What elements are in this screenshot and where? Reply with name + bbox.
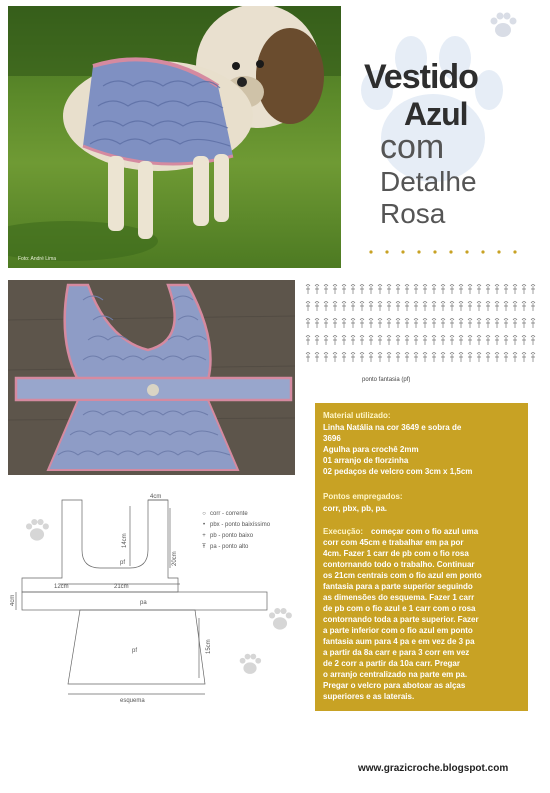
- stitch-glyph: [324, 302, 328, 312]
- pontos-text: corr, pbx, pb, pa.: [323, 504, 388, 513]
- page-title: [352, 58, 542, 248]
- stitch-glyph: [432, 319, 436, 329]
- execucao-line: a parte inferior com o fio azul em ponto: [323, 626, 473, 635]
- stitch-glyph: [441, 319, 445, 329]
- website-url: www.grazicroche.blogspot.com: [358, 763, 509, 774]
- material-item: Agulha para crochê 2mm: [323, 445, 419, 454]
- stitch-glyph: [387, 336, 391, 346]
- execucao-line: contornando todo o trabalho. Continuar: [323, 560, 475, 569]
- stitch-glyph: [459, 353, 463, 363]
- stitch-glyph: [378, 336, 382, 346]
- stitch-glyph: [522, 319, 526, 329]
- title-line: Detalhe: [380, 166, 477, 197]
- stitch-glyph: [531, 336, 535, 346]
- title-line: Rosa: [380, 198, 446, 229]
- stitch-legend: [198, 508, 318, 552]
- stitch-glyph: [396, 285, 400, 295]
- stitch-glyph: [432, 302, 436, 312]
- stitch-glyph: [405, 353, 409, 363]
- stitch-glyph: [477, 336, 481, 346]
- stitch-glyph: [378, 319, 382, 329]
- material-item: Linha Natália na cor 3649 e sobra de: [323, 423, 462, 432]
- stitch-glyph: [531, 319, 535, 329]
- stitch-glyph: [333, 285, 337, 295]
- region-label: pa: [140, 600, 147, 606]
- stitch-glyph: [468, 353, 472, 363]
- dimension-label: 4cm: [10, 594, 16, 606]
- stitch-glyph: [459, 285, 463, 295]
- stitch-glyph: [477, 285, 481, 295]
- legend-text: pbx - ponto baixíssimo: [210, 521, 271, 528]
- stitch-glyph: [513, 319, 517, 329]
- stitch-glyph: [351, 353, 355, 363]
- execucao-line: fantasia aum para 4 pa e em vez de 3 pa: [323, 637, 475, 646]
- stitch-glyph: [504, 285, 508, 295]
- stitch-glyph: [432, 285, 436, 295]
- stitch-glyph: [486, 353, 490, 363]
- stitch-glyph: [351, 285, 355, 295]
- material-item: 3696: [323, 434, 341, 443]
- dimension-label: 15cm: [206, 639, 212, 654]
- dimension-label: 4cm: [150, 494, 162, 500]
- stitch-glyph: [405, 319, 409, 329]
- legend-symbol: ○: [202, 510, 206, 517]
- stitch-glyph: [333, 353, 337, 363]
- stitch-glyph: [441, 336, 445, 346]
- stitch-glyph: [450, 336, 454, 346]
- stitch-glyph: [468, 285, 472, 295]
- execucao-line: as dimensões do esquema. Fazer 1 carr: [323, 593, 475, 602]
- stitch-glyph: [423, 319, 427, 329]
- stitch-glyph: [468, 302, 472, 312]
- stitch-glyph: [414, 302, 418, 312]
- dress-photo: [8, 280, 295, 475]
- stitch-glyph: [477, 302, 481, 312]
- stitch-glyph: [387, 353, 391, 363]
- legend-text: corr - corrente: [210, 510, 248, 517]
- stitch-glyph: [315, 302, 319, 312]
- dimension-label: 21cm: [114, 584, 129, 590]
- stitch-glyph: [486, 336, 490, 346]
- execucao-line: corr com 45cm e trabalhar em pa por: [323, 538, 464, 547]
- stitch-glyph: [360, 353, 364, 363]
- stitch-glyph: [405, 302, 409, 312]
- stitch-glyph: [342, 285, 346, 295]
- stitch-glyph: [459, 319, 463, 329]
- stitch-glyph: [450, 319, 454, 329]
- stitch-glyph: [513, 353, 517, 363]
- stitch-glyph: [342, 336, 346, 346]
- stitch-glyph: [414, 336, 418, 346]
- stitch-glyph: [504, 302, 508, 312]
- legend-symbol: •: [202, 521, 206, 528]
- stitch-glyph: [522, 302, 526, 312]
- execucao-title: Execução:: [323, 527, 364, 536]
- stitch-glyph: [486, 302, 490, 312]
- stitch-glyph: [495, 336, 499, 346]
- stitch-glyph: [450, 302, 454, 312]
- stitch-glyph: [441, 302, 445, 312]
- material-item: 01 arranjo de florzinha: [323, 456, 409, 465]
- stitch-glyph: [315, 285, 319, 295]
- schematic-caption: esquema: [120, 698, 145, 704]
- execucao-line: superiores e as laterais.: [323, 692, 415, 701]
- dimension-label: 14cm: [122, 533, 128, 548]
- legend-text: pa - ponto alto: [210, 543, 249, 550]
- stitch-glyph: [477, 319, 481, 329]
- stitch-glyph: [414, 353, 418, 363]
- pontos-title: Pontos empregados:: [323, 492, 403, 501]
- stitch-glyph: [306, 353, 310, 363]
- stitch-glyph: [342, 319, 346, 329]
- title-line: com: [380, 128, 445, 166]
- dress-illustration: [8, 280, 295, 475]
- stitch-glyph: [333, 336, 337, 346]
- stitch-glyph: [441, 285, 445, 295]
- stitch-glyph: [423, 336, 427, 346]
- stitch-glyph: [324, 319, 328, 329]
- stitch-glyph: [351, 302, 355, 312]
- stitch-glyph: [414, 319, 418, 329]
- stitch-glyph: [369, 302, 373, 312]
- stitch-glyph: [405, 336, 409, 346]
- legend-text: pb - ponto baixo: [210, 532, 254, 539]
- stitch-glyph: [504, 336, 508, 346]
- stitch-glyph: [387, 319, 391, 329]
- execucao-line: o arranjo centralizado na parte em pa.: [323, 670, 468, 679]
- stitch-glyph: [378, 302, 382, 312]
- execucao-line: os 21cm centrais com o fio azul em ponto: [323, 571, 482, 580]
- stitch-glyph: [522, 285, 526, 295]
- stitch-glyph: [477, 353, 481, 363]
- stitch-glyph: [522, 336, 526, 346]
- stitch-glyph: [306, 285, 310, 295]
- stitch-glyph: [333, 302, 337, 312]
- stitch-glyph: [531, 353, 535, 363]
- stitch-glyph: [360, 285, 364, 295]
- stitch-glyph: [360, 319, 364, 329]
- stitch-glyph: [468, 336, 472, 346]
- stitch-glyph: [324, 285, 328, 295]
- stitch-chart: [300, 278, 540, 368]
- material-item: 02 pedaços de velcro com 3cm x 1,5cm: [323, 467, 473, 476]
- dog-illustration: [8, 6, 341, 268]
- stitch-glyph: [306, 302, 310, 312]
- stitch-glyph: [315, 319, 319, 329]
- region-label: pf: [120, 560, 126, 566]
- legend-item: [198, 508, 318, 519]
- stitch-glyph: [396, 302, 400, 312]
- stitch-glyph: [495, 285, 499, 295]
- stitch-glyph: [414, 285, 418, 295]
- stitch-glyph: [423, 353, 427, 363]
- stitch-glyph: [450, 285, 454, 295]
- stitch-glyph: [459, 302, 463, 312]
- stitch-glyph: [441, 353, 445, 363]
- stitch-glyph: [378, 285, 382, 295]
- dimension-label: 20cm: [172, 551, 178, 566]
- stitch-glyph: [315, 336, 319, 346]
- legend-symbol: +: [202, 532, 206, 539]
- stitch-glyph: [387, 285, 391, 295]
- stitch-glyph: [378, 353, 382, 363]
- execucao-line: de 2 corr a partir da 10a carr. Pregar: [323, 659, 460, 668]
- stitch-glyph: [423, 302, 427, 312]
- execucao-line: a partir da 8a carr e para 3 corr em vez: [323, 648, 470, 657]
- execucao-line: contornando toda a parte superior. Fazer: [323, 615, 479, 624]
- stitch-glyph: [315, 353, 319, 363]
- stitch-glyph: [432, 336, 436, 346]
- stitch-glyph: [342, 353, 346, 363]
- stitch-glyph: [369, 285, 373, 295]
- stitch-glyph: [333, 319, 337, 329]
- decorative-dots: [368, 249, 528, 255]
- execucao-line: Pregar o velcro para abotoar as alças: [323, 681, 466, 690]
- execucao-line: começar com o fio azul uma: [371, 527, 479, 536]
- stitch-glyph: [324, 353, 328, 363]
- material-title: Material utilizado:: [323, 411, 391, 420]
- stitch-glyph: [306, 319, 310, 329]
- stitch-glyph: [369, 353, 373, 363]
- stitch-glyph: [513, 302, 517, 312]
- stitch-glyph: [351, 319, 355, 329]
- stitch-glyph: [405, 285, 409, 295]
- stitch-glyph: [360, 336, 364, 346]
- stitch-glyph: [423, 285, 427, 295]
- stitch-chart-caption: ponto fantasia (pf): [362, 377, 411, 383]
- stitch-glyph: [306, 336, 310, 346]
- region-label: pf: [132, 648, 138, 654]
- instructions-box: [315, 403, 528, 711]
- stitch-glyph: [360, 302, 364, 312]
- stitch-glyph: [468, 319, 472, 329]
- stitch-glyph: [369, 319, 373, 329]
- execucao-line: de pb com o fio azul e 1 carr com o rosa: [323, 604, 476, 613]
- stitch-glyph: [504, 353, 508, 363]
- stitch-glyph: [459, 336, 463, 346]
- stitch-glyph: [531, 302, 535, 312]
- stitch-glyph: [495, 353, 499, 363]
- stitch-glyph: [513, 285, 517, 295]
- legend-symbol: Ŧ: [202, 543, 206, 550]
- photo-credit: Foto: André Lima: [18, 256, 57, 262]
- stitch-glyph: [324, 336, 328, 346]
- stitch-glyph: [396, 353, 400, 363]
- stitch-glyph: [504, 319, 508, 329]
- stitch-glyph: [432, 353, 436, 363]
- stitch-glyph: [495, 302, 499, 312]
- stitch-glyph: [486, 319, 490, 329]
- stitch-glyph: [396, 319, 400, 329]
- stitch-glyph: [351, 336, 355, 346]
- execucao-line: 4cm. Fazer 1 carr de pb com o fio rosa: [323, 549, 469, 558]
- title-line: Vestido: [364, 58, 478, 96]
- stitch-glyph: [513, 336, 517, 346]
- stitch-glyph: [369, 336, 373, 346]
- stitch-glyph: [486, 285, 490, 295]
- execucao-line: fantasia para a parte superior seguindo: [323, 582, 473, 591]
- legend-item: [198, 541, 318, 552]
- dog-photo: [8, 6, 341, 268]
- stitch-glyph: [531, 285, 535, 295]
- stitch-glyph: [342, 302, 346, 312]
- stitch-glyph: [495, 319, 499, 329]
- title-line: Azul: [404, 96, 468, 132]
- legend-item: [198, 530, 318, 541]
- stitch-glyph: [396, 336, 400, 346]
- stitch-glyph: [450, 353, 454, 363]
- dimension-label: 12cm: [54, 584, 69, 590]
- stitch-glyph: [522, 353, 526, 363]
- stitch-glyph: [387, 302, 391, 312]
- legend-item: [198, 519, 318, 530]
